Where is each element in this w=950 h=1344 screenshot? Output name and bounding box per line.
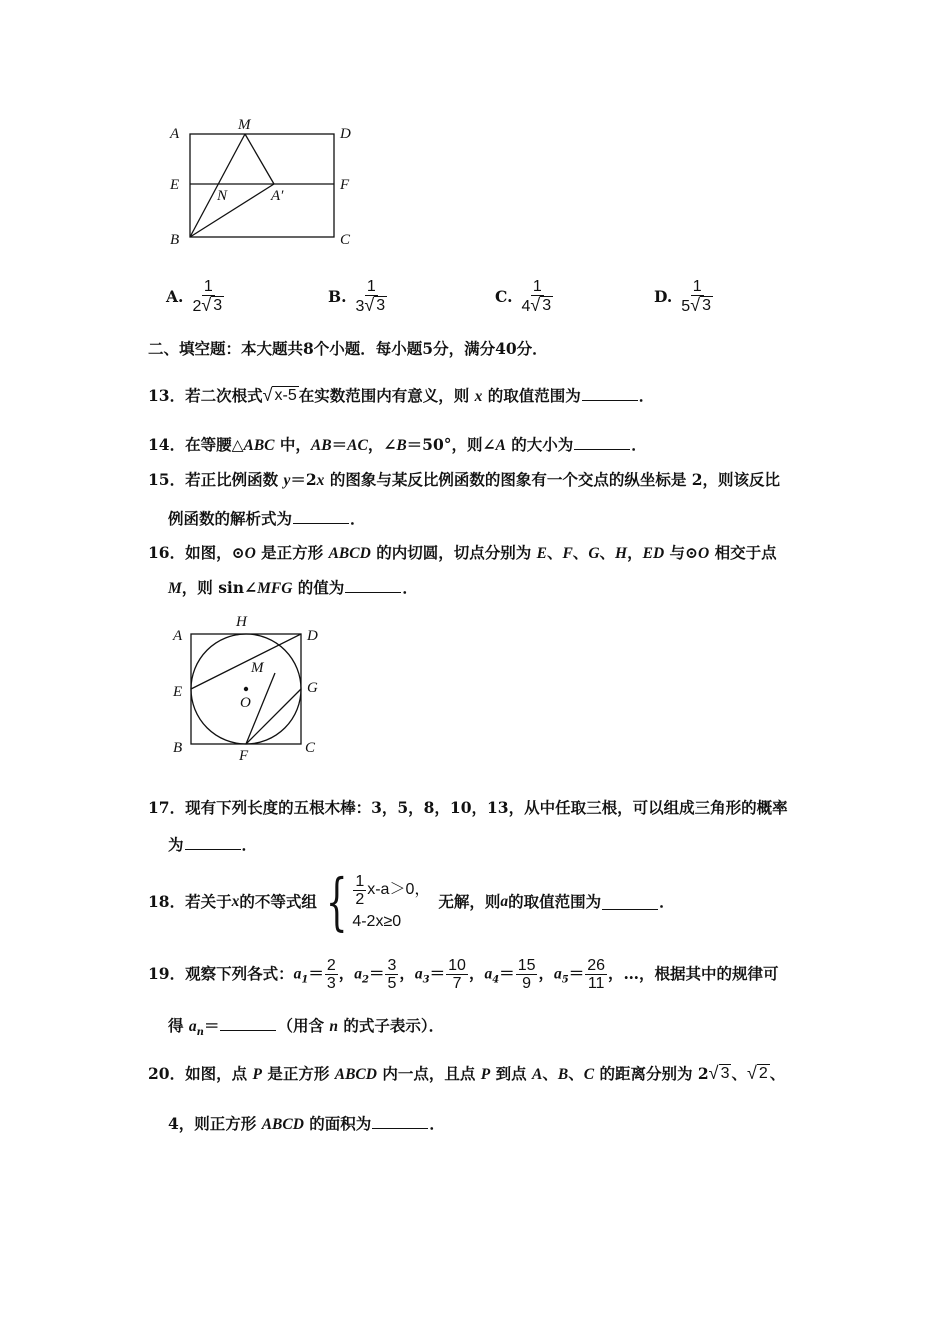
question-18: 18． 若关于 x 的不等式组 { $\frac{1}{2}$ x-a＞0， 4-2x≥0 无解，则 a 的取值范围为 ． bbox=[148, 865, 675, 938]
term-4: $a_4=$ $\frac{15}{9}$ ， bbox=[484, 956, 554, 992]
question-17-line2: 为 ． bbox=[168, 835, 258, 854]
option-a[interactable]: A. 1 2 √ 3 bbox=[166, 278, 223, 315]
term-2: $a_2=$ $\frac{3}{5}$ ， bbox=[354, 956, 415, 992]
label-E: E bbox=[170, 177, 180, 193]
label-B: B bbox=[170, 232, 180, 248]
label-D: D bbox=[340, 126, 351, 142]
label-O: O bbox=[240, 695, 251, 711]
label-F: F bbox=[340, 177, 350, 193]
answer-blank-14[interactable] bbox=[574, 435, 630, 450]
label-C: C bbox=[340, 232, 351, 248]
label-M: M bbox=[251, 660, 264, 676]
label-G: G bbox=[307, 680, 318, 696]
inequality-system: { $\frac{1}{2}$ x-a＞0， 4-2x≥0 bbox=[325, 865, 431, 938]
answer-blank-17[interactable] bbox=[185, 835, 241, 850]
answer-blank-20[interactable] bbox=[372, 1114, 428, 1129]
label-B: B bbox=[173, 740, 183, 756]
question-20-line2: 4，则正方形 ABCD 的面积为 ． bbox=[168, 1114, 445, 1133]
figure-rectangle-fold bbox=[162, 112, 362, 252]
label-F: F bbox=[239, 748, 249, 764]
label-M: M bbox=[238, 117, 251, 133]
question-16-line2: M，则 sin∠MFG 的值为 ． bbox=[168, 578, 418, 597]
label-C: C bbox=[305, 740, 316, 756]
term-5: $a_5=$ $\frac{26}{11}$ ， bbox=[554, 956, 624, 992]
label-A: A bbox=[173, 628, 183, 644]
label-N: N bbox=[217, 188, 228, 204]
question-15-line2: 例函数的解析式为 ． bbox=[168, 509, 366, 528]
answer-blank-16[interactable] bbox=[345, 578, 401, 593]
question-19-line2: 得 $a_n=$ （用含 n 的式子表示）． bbox=[168, 1016, 445, 1039]
answer-blank-13[interactable] bbox=[582, 386, 638, 401]
answer-blank-19[interactable] bbox=[220, 1016, 276, 1031]
option-d[interactable]: D. 1 5 √ 3 bbox=[654, 278, 711, 315]
term-3: $a_3=$ $\frac{10}{7}$ ， bbox=[414, 956, 485, 992]
section-title: 二、填空题：本大题共8个小题．每小题5分，满分40分． bbox=[148, 339, 548, 358]
question-15: 15．若正比例函数 y＝2x 的图象与某反比例函数的图象有一个交点的纵坐标是 2，则该反比 bbox=[148, 470, 781, 489]
option-b[interactable]: B. 1 3 √ 3 bbox=[328, 278, 386, 315]
question-13: 13．若二次根式 √ x-5 在实数范围内有意义，则 x 的取值范围为 ． bbox=[148, 385, 655, 405]
label-D: D bbox=[307, 628, 318, 644]
question-14: 14．在等腰△ABC 中，AB＝AC，∠B＝50°，则∠A 的大小为 ． bbox=[148, 435, 647, 454]
answer-blank-18[interactable] bbox=[602, 895, 658, 910]
term-1: $a_1=$ $\frac{2}{3}$ ， bbox=[293, 956, 355, 992]
label-H: H bbox=[236, 614, 247, 630]
question-17: 17．现有下列长度的五根木棒：3，5，8，10，13，从中任取三根，可以组成三角形的概率 bbox=[148, 798, 788, 817]
label-E: E bbox=[173, 684, 183, 700]
label-A: A bbox=[170, 126, 180, 142]
question-16: 16．如图，⊙O 是正方形 ABCD 的内切圆，切点分别为 E、F、G、H，ED 与⊙O 相交于点 bbox=[148, 543, 777, 562]
question-19: 19． 观察下列各式： $a_1=$ $\frac{2}{3}$ ， $a_2=$ $\frac{3}{5}$ ， $a_3=$ $\frac{10}{7}$ ， $a_4=$ $\frac{15}{9}$ ， $a_5=$ $\frac{26}{11}$ ， …，根据其中的规律可 bbox=[148, 956, 779, 992]
figure-inscribed-circle bbox=[165, 610, 335, 770]
question-20: 20．如图，点 P 是正方形 ABCD 内一点，且点 P 到点 A、B、C 的距离分别为 2 √ 3 、 √ 2 、 bbox=[148, 1063, 786, 1083]
answer-blank-15[interactable] bbox=[293, 509, 349, 524]
label-A-prime: A′ bbox=[271, 188, 284, 204]
option-c[interactable]: C. 1 4 √ 3 bbox=[495, 278, 552, 315]
